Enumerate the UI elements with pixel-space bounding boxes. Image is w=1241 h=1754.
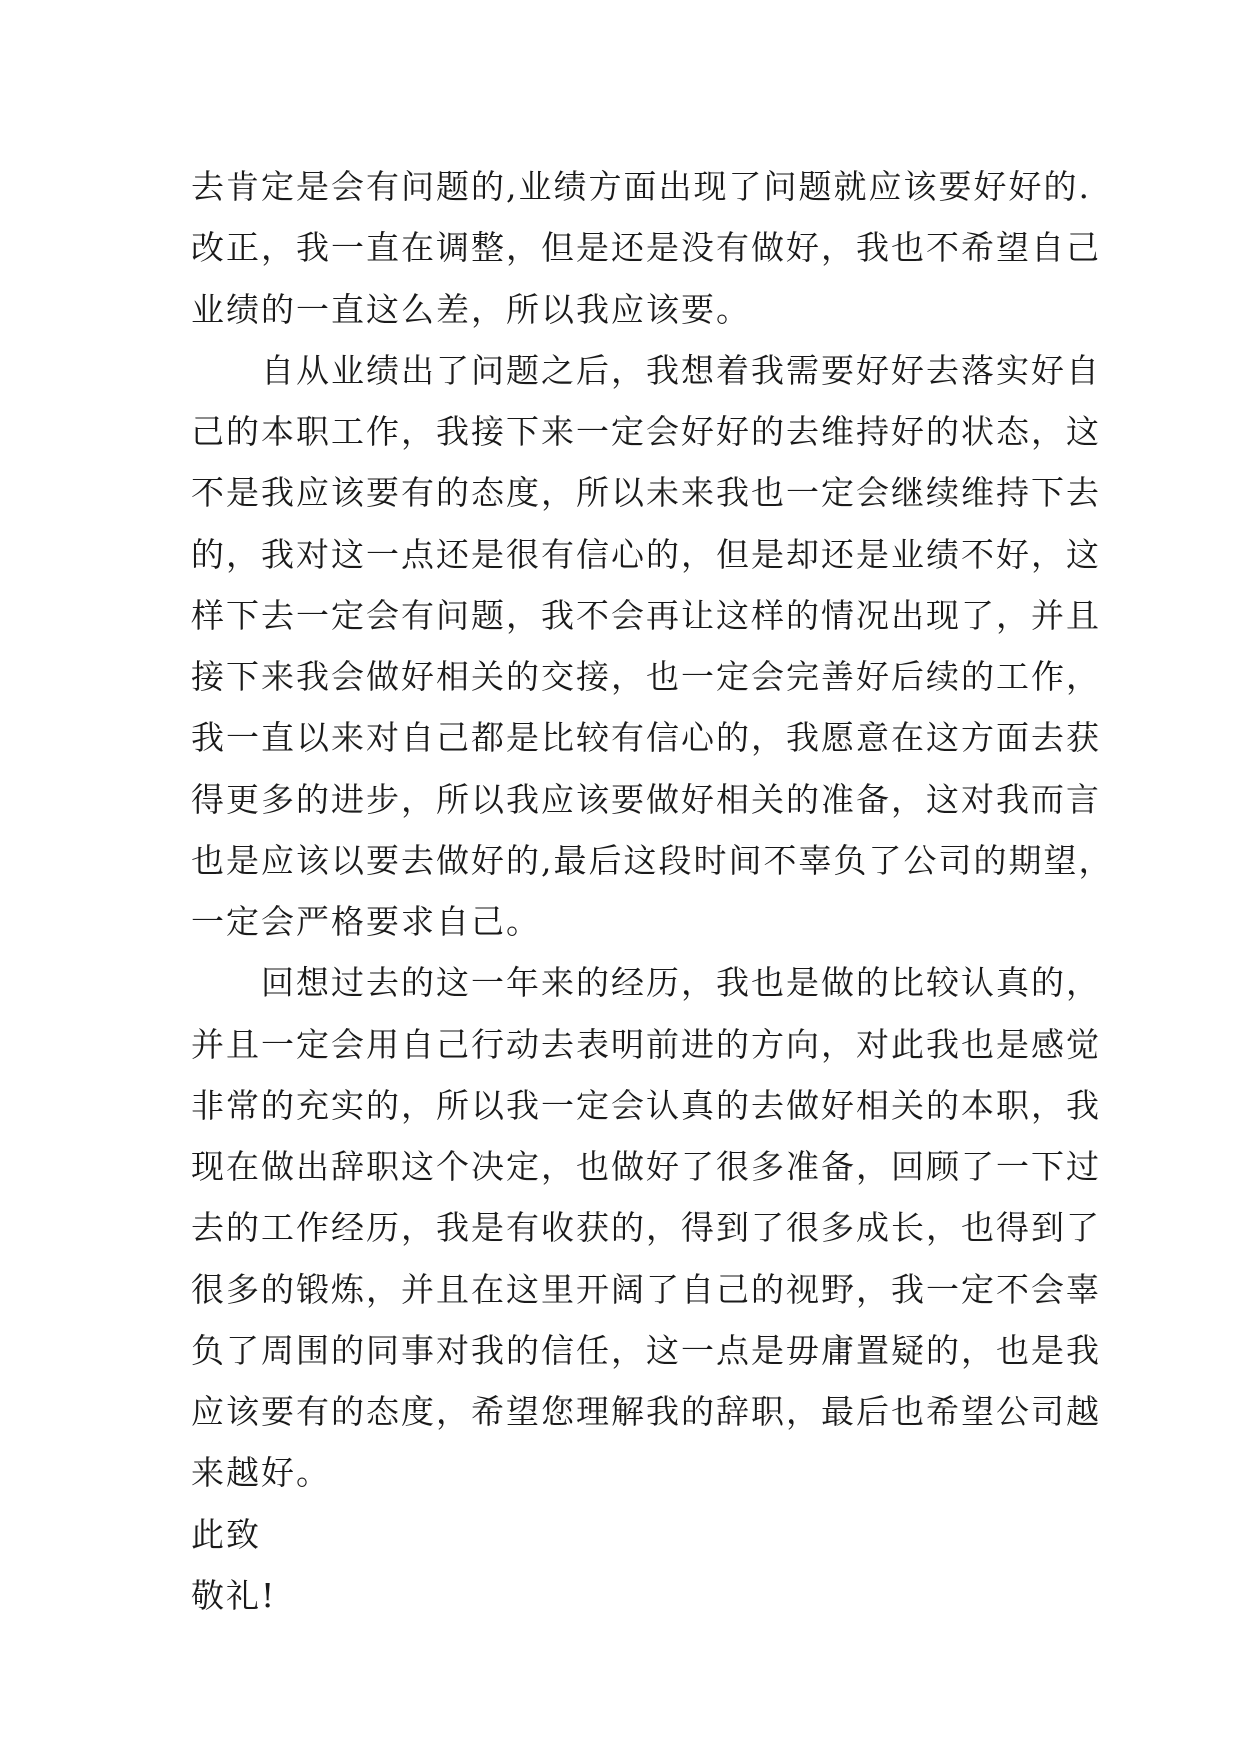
text-line: 不是我应该要有的态度，所以未来我也一定会继续维持下去 <box>191 473 1101 513</box>
closing-regards: 敬礼! <box>191 1575 277 1615</box>
text-line: 来越好。 <box>191 1453 331 1493</box>
text-line: 去肯定是会有问题的,业绩方面出现了问题就应该要好好的. <box>191 167 1091 206</box>
paragraph-start-line: 回想过去的这一年来的经历，我也是做的比较认真的， <box>261 963 1101 1003</box>
text-line: 也是应该以要去做好的,最后这段时间不辜负了公司的期望， <box>191 840 1114 880</box>
text-line: 很多的锻炼，并且在这里开阔了自己的视野，我一定不会辜 <box>191 1269 1101 1309</box>
text-line: 接下来我会做好相关的交接，也一定会完善好后续的工作， <box>191 657 1101 696</box>
text-line: 我一直以来对自己都是比较有信心的，我愿意在这方面去获 <box>191 718 1101 758</box>
text-line: 得更多的进步，所以我应该要做好相关的准备，这对我而言 <box>191 779 1101 819</box>
letter-body <box>191 156 1114 1626</box>
text-line: 改正，我一直在调整，但是还是没有做好，我也不希望自己 <box>191 228 1101 268</box>
text-line: 去的工作经历，我是有收获的，得到了很多成长，也得到了 <box>191 1208 1101 1248</box>
text-line: 一定会严格要求自己。 <box>191 902 541 941</box>
text-line: 己的本职工作，我接下来一定会好好的去维持好的状态，这 <box>191 412 1101 451</box>
text-line: 业绩的一直这么差，所以我应该要。 <box>191 289 751 329</box>
text-line: 现在做出辞职这个决定，也做好了很多准备，回顾了一下过 <box>191 1147 1101 1186</box>
text-line: 非常的充实的，所以我一定会认真的去做好相关的本职，我 <box>191 1085 1101 1125</box>
text-line: 的，我对这一点还是很有信心的，但是却还是业绩不好，这 <box>191 534 1101 574</box>
paragraph-start-line: 自从业绩出了问题之后，我想着我需要好好去落实好自 <box>261 350 1101 390</box>
text-line: 负了周围的同事对我的信任，这一点是毋庸置疑的，也是我 <box>191 1330 1101 1370</box>
text-line: 应该要有的态度，希望您理解我的辞职，最后也希望公司越 <box>191 1392 1101 1431</box>
text-line: 并且一定会用自己行动去表明前进的方向，对此我也是感觉 <box>191 1024 1101 1064</box>
closing-salutation: 此致 <box>191 1514 261 1554</box>
text-line: 样下去一定会有问题，我不会再让这样的情况出现了，并且 <box>191 595 1101 635</box>
